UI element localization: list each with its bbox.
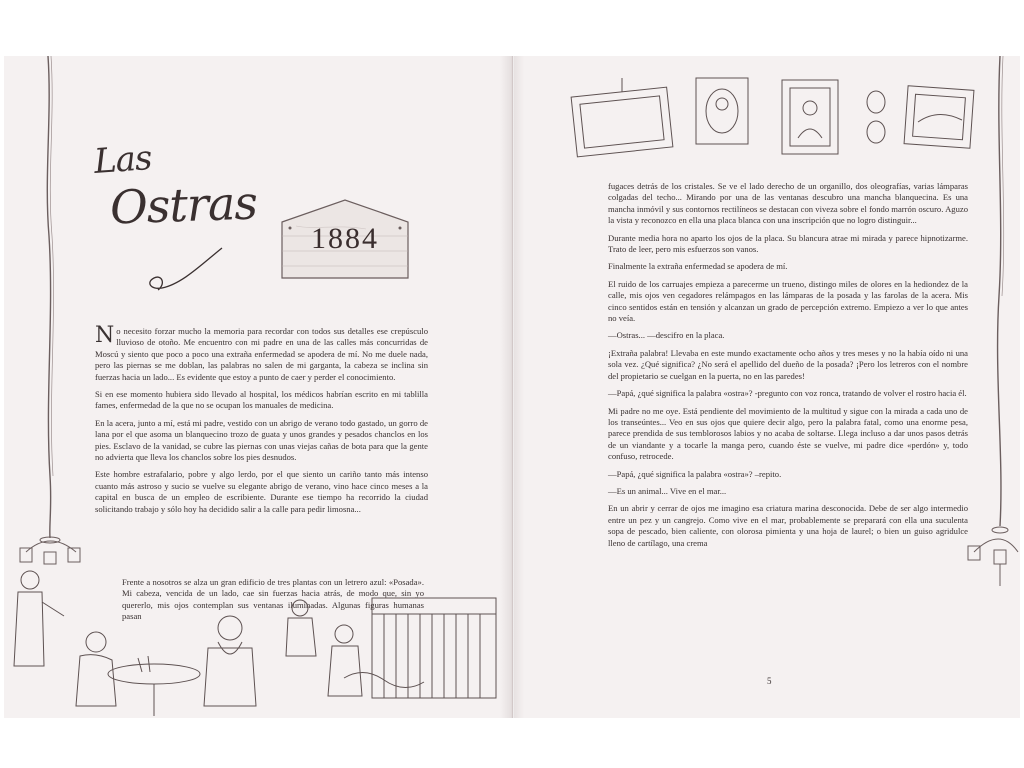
paragraph: ¡Extraña palabra! Llevaba en este mundo exactamente ocho años y tres meses y no la había oído ni una sola vez. ¿Qué significa? ¿No será el apellido del dueño de la posada? ¡Pero los letreros con el nombre del propietario se cuelgan en la puerta, no en las paredes! [608, 347, 968, 381]
paragraph: Durante media hora no aparto los ojos de la placa. Su blancura atrae mi mirada y parece hipnotizarme. Trato de leer, pero mis esfuerzos son vanos. [608, 232, 968, 255]
page-number: 5 [767, 676, 772, 686]
paragraph: Mi padre no me oye. Está pendiente del movimiento de la multitud y sigue con la mirada a cada uno de los transeúntes... Veo en sus ojos que quiere decir algo, pero la palabra fatal, como una enorme pesa, parece prendida de sus temblorosos labios y no acaba de soltarse. Llega incluso a dar unos pasos detrás de un viandante y a tocarle la manga pero, cuando éste se vuelve, mi padre dice «perdón» y, todo confuso, retrocede. [608, 405, 968, 462]
drop-cap: N [95, 323, 115, 348]
sign-year-text: 1884 [311, 222, 379, 255]
book-spread [4, 56, 1020, 718]
year-sign [276, 196, 414, 282]
paragraph: Este hombre estrafalario, pobre y algo lerdo, por el que siento un cariño tanto más intenso cuanto más astroso y sucio se vuelve su elegante abrigo de verano, vino hace cinco meses a la capital en busca de un empleo de escribiente. Durante ese tiempo ha recorrido la ciudad solicitando trabajo y sólo hoy ha decidido salir a la calle para pedir limosna... [95, 469, 428, 514]
paragraph: En la acera, junto a mí, está mi padre, vestido con un abrigo de verano todo gastado, un gorro de lana por el que asoma un blanquecino trozo de guata y unos grandes y pesados chanclos en los pies. Esclavo de la vanidad, se cubre las piernas con unas viejas cañas de bota para que la gente no advierta que lleva los chanclos sobre los pies desnudos. [95, 417, 428, 463]
tavern-scene-illustration [4, 556, 512, 718]
picture-frames-illustration [570, 68, 980, 168]
right-page [514, 56, 1020, 718]
paragraph: En un abrir y cerrar de ojos me imagino esa criatura marina desconocida. Debe de ser algo intermedio entre un pez y un cangrejo. Como vive en el mar, probablemente se preparará con ella una suculenta sopa de pescado, bien caliente, con olorosa pimienta y una hoja de laurel; o bien un guiso agridulce lleno de cartílago, una crema [608, 503, 968, 548]
paragraph: Si en ese momento hubiera sido llevado al hospital, los médicos habrían escrito en mi tablilla fames, enfermedad de la que no se ocupan los manuales de medicina. [95, 389, 428, 411]
paragraph [95, 323, 428, 383]
chapter-title-line1: Las [92, 138, 153, 182]
title-flourish-icon [142, 244, 232, 304]
paragraph: —Ostras... —descifro en la placa. [608, 330, 725, 341]
paragraph: fugaces detrás de los cristales. Se ve el lado derecho de un organillo, dos oleografías, varias lámparas colgadas del techo... Mirando por una de las ventanas descubro una mancha blanquecina. Es una mancha inmóvil y sus contornos rectilíneos se destacan con viveza sobre el fondo marrón oscuro. Aguzo la vista y reconozco en ella una placa blanca con una inscripción que no logro distinguir... [608, 181, 968, 226]
right-page-body [608, 181, 968, 555]
chapter-title [82, 132, 258, 312]
chapter-title-line2: Ostras [109, 175, 258, 235]
left-page-body [95, 323, 428, 521]
paragraph-text: o necesito forzar mucho la memoria para recordar con todos sus detalles ese crepúsculo lluvioso de otoño. Me encuentro con mi padre en una de las calles más concurridas de Moscú y siento que poco a poco una extraña enfermedad se apodera de mí. No me duele nada, pero las piernas se me doblan, las palabras no salen de mi garganta, la cabeza se inclina sin fuerzas hacia un lado... Es evidente que estoy a punto de caer y perder el conocimiento. [95, 326, 428, 382]
paragraph: Finalmente la extraña enfermedad se apodera de mí. [608, 261, 788, 272]
paragraph: Frente a nosotros se alza un gran edificio de tres plantas con un letrero azul: «Posada». Mi cabeza, vencida de un lado, cae sin fuerzas hacia atrás, de modo que, sin yo quererlo, mis ojos contemplan sus ventanas iluminadas. Algunas figuras humanas pasan [122, 577, 424, 622]
paragraph: El ruido de los carruajes empieza a parecerme un trueno, distingo miles de olores en la hediondez de la calle, mis ojos ven cegadores relámpagos en las lámparas de la posada y las farolas de la acera. Mis cinco sentidos están en tensión y alcanzan un grado de percepción extremo. Empiezo a ver lo que antes no veía. [608, 278, 968, 324]
left-page [4, 56, 513, 718]
paragraph: —Es un animal... Vive en el mar... [608, 485, 727, 496]
paragraph: —Papá, ¿qué significa la palabra «ostra»? -pregunto con voz ronca, tratando de volver el rostro hacia él. [608, 388, 967, 399]
paragraph: —Papá, ¿qué significa la palabra «ostra»? –repito. [608, 468, 782, 479]
